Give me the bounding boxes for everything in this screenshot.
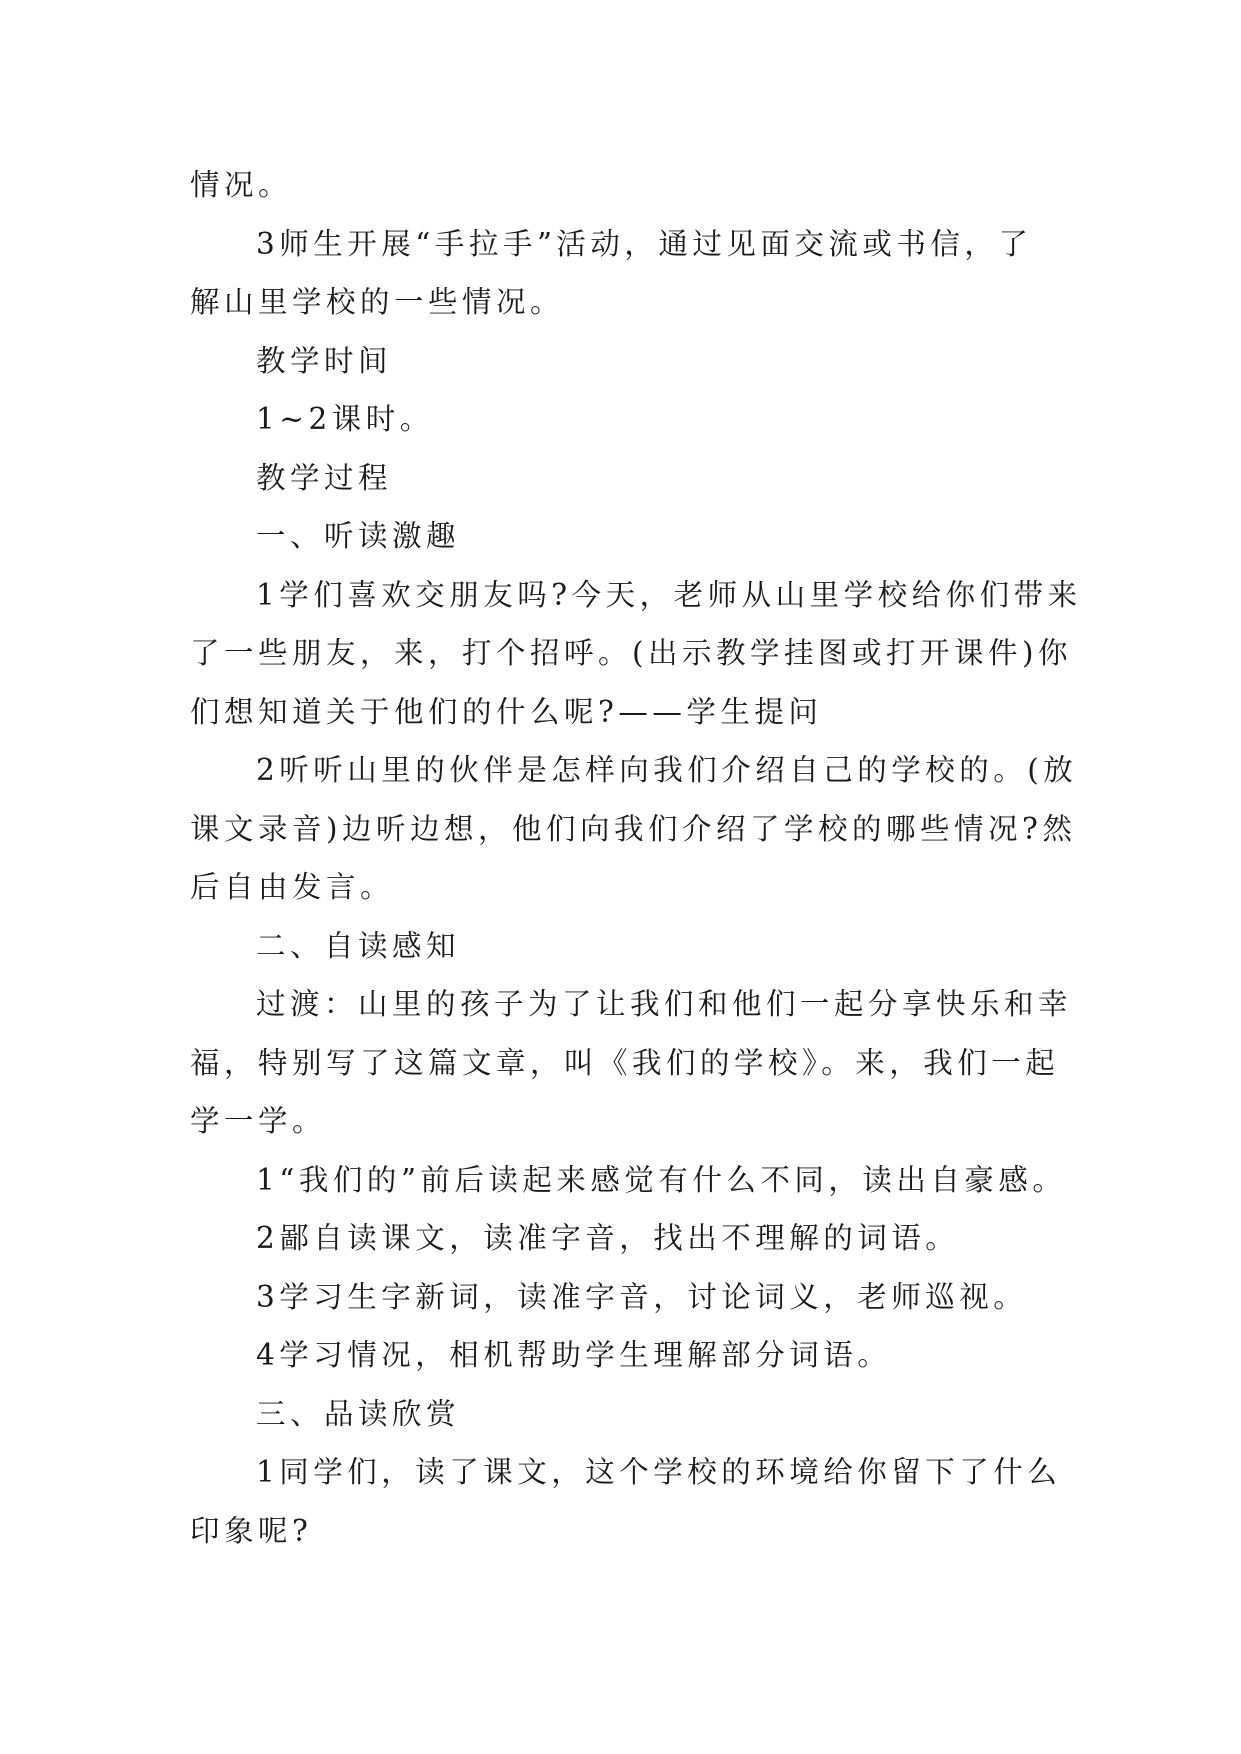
text-line-continuation: 福，特别写了这篇文章，叫《我们的学校》。来，我们一起	[190, 1045, 1060, 1080]
text-line-paragraph: 1“我们的”前后读起来感觉有什么不同，读出自豪感。	[256, 1162, 1067, 1197]
text-line-continuation: 课文录音)边听边想，他们向我们介绍了学校的哪些情况?然	[190, 811, 1077, 846]
text-line-paragraph: 1~2课时。	[256, 402, 434, 436]
text-line-paragraph: 4学习情况，相机帮助学生理解部分词语。	[256, 1338, 892, 1372]
section-heading-self-read: 二、自读感知	[256, 928, 461, 963]
text-line-paragraph: 2听听山里的伙伴是怎样向我们介绍自己的学校的。(放	[256, 753, 1078, 787]
text-line-continuation: 学一学。	[190, 1104, 327, 1138]
text-line-continuation: 解山里学校的一些情况。	[190, 285, 565, 319]
text-line-continuation: 了一些朋友，来，打个招呼。(出示教学挂图或打开课件)你	[190, 636, 1073, 670]
section-heading-appreciate: 三、品读欣赏	[256, 1396, 461, 1431]
text-line-continuation: 们想知道关于他们的什么呢?——学生提问	[190, 694, 823, 729]
text-line-paragraph: 1同学们，读了课文，这个学校的环境给你留下了什么	[256, 1455, 1062, 1489]
text-line-paragraph: 3师生开展“手拉手”活动，通过见面交流或书信，了	[256, 226, 1033, 261]
text-line-paragraph: 过渡：山里的孩子为了让我们和他们一起分享快乐和幸	[256, 987, 1073, 1021]
text-line-paragraph: 2鄙自读课文，读准字音，找出不理解的词语。	[256, 1221, 960, 1255]
section-heading-listen-read: 一、听读激趣	[256, 519, 461, 553]
text-line-continuation: 情况。	[190, 168, 293, 202]
document-body	[190, 156, 1082, 1560]
text-line-continuation: 后自由发言。	[190, 870, 395, 904]
section-heading-teaching-time: 教学时间	[256, 343, 393, 378]
text-line-paragraph: 1学们喜欢交朋友吗?今天，老师从山里学校给你们带来	[256, 577, 1082, 612]
text-line-paragraph: 3学习生字新词，读准字音，讨论词义，老师巡视。	[256, 1279, 1028, 1314]
section-heading-teaching-process: 教学过程	[256, 460, 393, 495]
text-line-continuation: 印象呢?	[190, 1513, 313, 1548]
